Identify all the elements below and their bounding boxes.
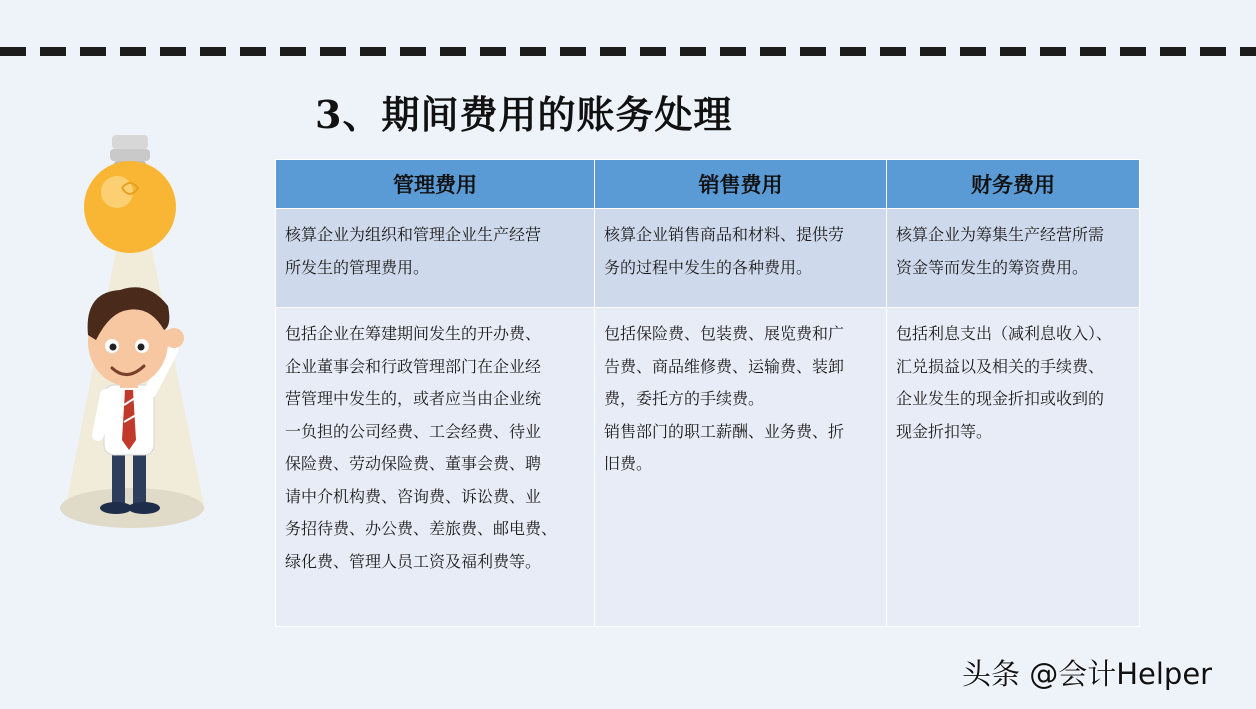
text-line: 费，委托方的手续费。	[604, 389, 765, 408]
text-line: 旧费。	[604, 454, 653, 473]
watermark: 头条 @会计Helper	[962, 657, 1213, 691]
text-line: 包括保险费、包装费、展览费和广	[604, 324, 845, 343]
cell-finance-details	[887, 308, 1140, 627]
text-line: 企业董事会和行政管理部门在企业经	[285, 356, 542, 376]
cell-sales-details	[595, 308, 887, 627]
table-header-row	[276, 160, 1140, 209]
text-line: 保险费、劳动保险费、董事会费、聘	[285, 454, 542, 473]
text-line: 一负担的公司经费、工会经费、待业	[285, 421, 542, 441]
text-line: 核算企业为组织和管理企业生产经营	[285, 225, 542, 244]
cell-sales-definition	[595, 209, 887, 308]
text-line: 请中介机构费、咨询费、诉讼费、业	[285, 486, 542, 506]
cell-finance-definition	[887, 209, 1140, 308]
text-line: 绿化费、管理人员工资及福利费等。	[285, 551, 542, 571]
table-row-details	[276, 308, 1140, 627]
text-line: 营管理中发生的，或者应当由企业统	[285, 389, 542, 408]
text-line: 包括利息支出（减利息收入）、	[896, 324, 1113, 343]
table-row-definition	[276, 209, 1140, 308]
text-line: 企业发生的现金折扣或收到的	[896, 389, 1105, 408]
text-line: 务的过程中发生的各种费用。	[604, 257, 813, 277]
businessman-lightbulb-illustration	[50, 130, 220, 530]
text-line: 汇兑损益以及相关的手续费、	[896, 356, 1105, 376]
text-line: 资金等而发生的筹资费用。	[896, 257, 1089, 277]
period-expense-table	[275, 159, 1140, 627]
text-line: 告费、商品维修费、运输费、装卸	[604, 356, 845, 376]
header-finance-expense: 财务费用	[887, 160, 1140, 209]
cell-admin-details	[276, 308, 595, 627]
dashed-divider	[0, 47, 1256, 56]
text-line: 所发生的管理费用。	[285, 257, 430, 277]
header-sales-expense: 销售费用	[595, 160, 887, 209]
header-admin-expense: 管理费用	[276, 160, 595, 209]
page-title: 3、期间费用的账务处理	[315, 92, 733, 137]
text-line: 务招待费、办公费、差旅费、邮电费、	[285, 519, 558, 538]
text-line: 核算企业销售商品和材料、提供劳	[604, 225, 845, 244]
light-bulb-icon	[84, 135, 176, 253]
text-line: 核算企业为筹集生产经营所需	[896, 225, 1105, 244]
text-line: 销售部门的职工薪酬、业务费、折	[604, 421, 845, 441]
text-line: 现金折扣等。	[896, 421, 993, 441]
text-line: 包括企业在筹建期间发生的开办费、	[285, 324, 542, 343]
cell-admin-definition	[276, 209, 595, 308]
